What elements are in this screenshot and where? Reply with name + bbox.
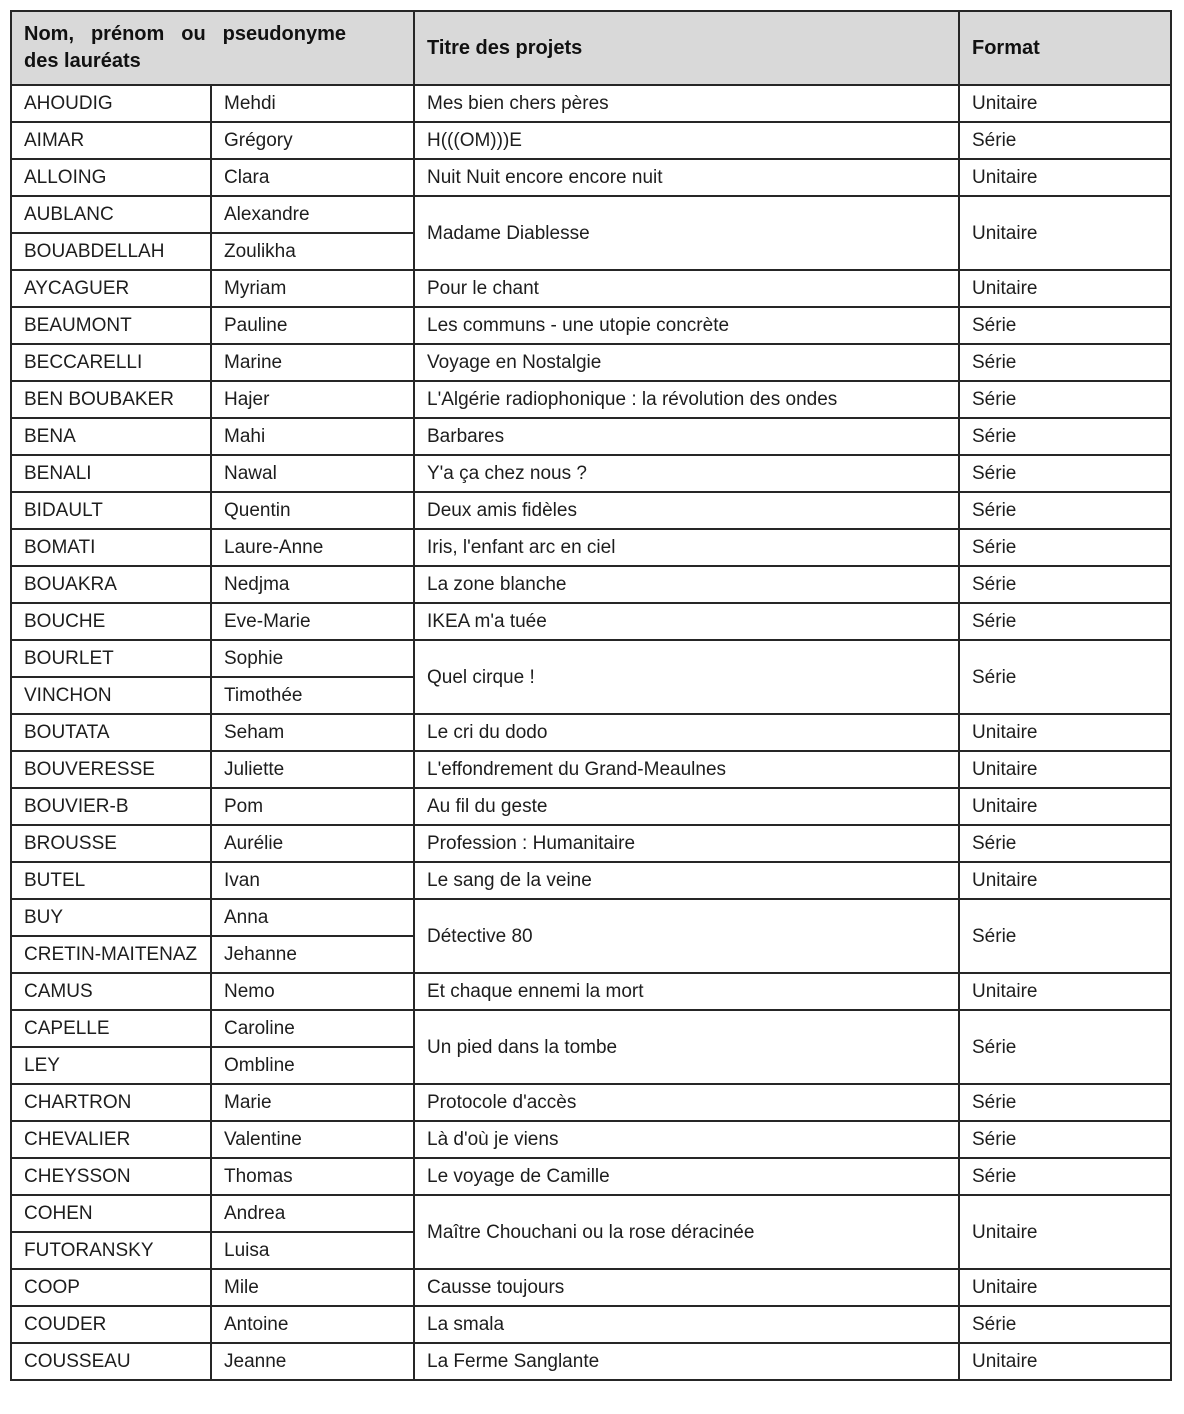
project-title-text: Y'a ça chez nous ? [427,463,587,484]
table-row [11,1158,1171,1195]
laureate-first-name-cell: Jehanne [211,936,414,973]
laureate-first-name-cell: Alexandre [211,196,414,233]
laureate-last-name-cell: AHOUDIG [11,85,211,122]
table-row [11,418,1171,455]
format-cell: Série [959,307,1171,344]
laureate-first-name-cell: Ombline [211,1047,414,1084]
laureate-first-name-cell: Anna [211,899,414,936]
laureate-last-name-cell: CHEVALIER [11,1121,211,1158]
format-cell: Série [959,344,1171,381]
project-title-cell [414,566,959,603]
table-row [11,640,1171,677]
column-header-title [414,11,959,85]
project-title-text: Pour le chant [427,278,539,299]
laureate-first-name-cell: Marie [211,1084,414,1121]
table-header [11,11,1171,85]
table-row [11,492,1171,529]
format-cell: Série [959,566,1171,603]
laureate-first-name-cell: Timothée [211,677,414,714]
project-title-text: L'Algérie radiophonique : la révolution des ondes [427,389,838,410]
format-cell: Unitaire [959,270,1171,307]
project-title-text: Et chaque ennemi la mort [427,981,644,1002]
laureates-table [10,10,1172,1381]
table-row [11,714,1171,751]
table-row [11,1195,1171,1232]
laureate-last-name-cell: BEN BOUBAKER [11,381,211,418]
laureate-last-name-cell: LEY [11,1047,211,1084]
format-cell: Unitaire [959,714,1171,751]
format-cell: Unitaire [959,788,1171,825]
format-cell: Unitaire [959,85,1171,122]
laureate-first-name-cell: Caroline [211,1010,414,1047]
project-title-text: Deux amis fidèles [427,500,577,521]
format-cell: Unitaire [959,1343,1171,1380]
laureate-first-name-cell: Laure-Anne [211,529,414,566]
format-cell: Série [959,1158,1171,1195]
laureate-first-name-cell: Nemo [211,973,414,1010]
laureate-first-name-cell: Nedjma [211,566,414,603]
project-title-text: Le cri du dodo [427,722,548,743]
laureate-last-name-cell: VINCHON [11,677,211,714]
laureate-first-name-cell: Luisa [211,1232,414,1269]
laureate-last-name-cell: BECCARELLI [11,344,211,381]
laureate-last-name-cell: BOMATI [11,529,211,566]
laureate-last-name-cell: BUY [11,899,211,936]
laureate-first-name-cell: Valentine [211,1121,414,1158]
project-title-text: Au fil du geste [427,796,548,817]
project-title-text: Madame Diablesse [427,222,590,244]
laureate-last-name-cell: BUTEL [11,862,211,899]
table-row [11,344,1171,381]
project-title-text: Quel cirque ! [427,666,535,688]
laureate-last-name-cell: BEAUMONT [11,307,211,344]
project-title-cell [414,381,959,418]
project-title-text: La Ferme Sanglante [427,1351,600,1372]
project-title-cell [414,825,959,862]
laureate-last-name-cell: BROUSSE [11,825,211,862]
project-title-cell [414,640,959,714]
laureate-last-name-cell: AIMAR [11,122,211,159]
laureate-first-name-cell: Pauline [211,307,414,344]
laureate-first-name-cell: Nawal [211,455,414,492]
project-title-text: Le voyage de Camille [427,1166,610,1187]
table-row [11,381,1171,418]
project-title-cell [414,1084,959,1121]
project-title-text: Un pied dans la tombe [427,1036,618,1058]
project-title-cell [414,307,959,344]
table-row [11,751,1171,788]
table-row [11,122,1171,159]
laureate-last-name-cell: FUTORANSKY [11,1232,211,1269]
laureate-last-name-cell: COOP [11,1269,211,1306]
laureate-last-name-cell: COHEN [11,1195,211,1232]
project-title-cell [414,899,959,973]
column-header-format [959,11,1171,85]
laureate-first-name-cell: Andrea [211,1195,414,1232]
laureate-last-name-cell: CRETIN-MAITENAZ [11,936,211,973]
project-title-cell [414,973,959,1010]
project-title-cell [414,85,959,122]
laureate-first-name-cell: Sophie [211,640,414,677]
laureate-last-name-cell: BENALI [11,455,211,492]
table-row [11,1343,1171,1380]
header-row [11,11,1171,85]
project-title-text: Profession : Humanitaire [427,833,636,854]
laureate-first-name-cell: Grégory [211,122,414,159]
project-title-cell [414,862,959,899]
table-row [11,1010,1171,1047]
laureate-first-name-cell: Eve-Marie [211,603,414,640]
laureate-last-name-cell: BIDAULT [11,492,211,529]
project-title-text: Les communs - une utopie concrète [427,315,730,336]
table-row [11,899,1171,936]
project-title-text: La smala [427,1314,505,1335]
laureate-last-name-cell: BOUCHE [11,603,211,640]
table-row [11,307,1171,344]
laureate-last-name-cell: COUDER [11,1306,211,1343]
laureate-last-name-cell: CAPELLE [11,1010,211,1047]
project-title-cell [414,1343,959,1380]
format-cell: Série [959,603,1171,640]
laureate-first-name-cell: Quentin [211,492,414,529]
laureate-first-name-cell: Mile [211,1269,414,1306]
laureate-last-name-cell: BENA [11,418,211,455]
project-title-cell [414,788,959,825]
format-cell: Unitaire [959,973,1171,1010]
table-row [11,1269,1171,1306]
project-title-cell [414,1306,959,1343]
project-title-cell [414,714,959,751]
project-title-cell [414,1269,959,1306]
table-row [11,788,1171,825]
project-title-text: La zone blanche [427,574,567,595]
project-title-text: Iris, l'enfant arc en ciel [427,537,616,558]
format-cell: Série [959,381,1171,418]
project-title-cell [414,529,959,566]
laureate-last-name-cell: COUSSEAU [11,1343,211,1380]
format-cell: Unitaire [959,862,1171,899]
laureate-first-name-cell: Hajer [211,381,414,418]
project-title-cell [414,344,959,381]
laureate-last-name-cell: ALLOING [11,159,211,196]
format-cell: Série [959,1306,1171,1343]
table-row [11,973,1171,1010]
table-row [11,1121,1171,1158]
column-header-laureates [11,11,414,85]
table-row [11,566,1171,603]
laureate-last-name-cell: BOURLET [11,640,211,677]
format-cell: Unitaire [959,196,1171,270]
format-cell: Série [959,122,1171,159]
laureate-first-name-cell: Seham [211,714,414,751]
table-row [11,196,1171,233]
laureate-last-name-cell: BOUAKRA [11,566,211,603]
laureate-last-name-cell: BOUVIER-B [11,788,211,825]
project-title-cell [414,418,959,455]
project-title-cell [414,1195,959,1269]
project-title-cell [414,122,959,159]
project-title-cell [414,603,959,640]
project-title-text: Causse toujours [427,1277,565,1298]
project-title-cell [414,270,959,307]
laureate-first-name-cell: Marine [211,344,414,381]
table-row [11,1306,1171,1343]
format-cell: Unitaire [959,159,1171,196]
laureate-first-name-cell: Ivan [211,862,414,899]
project-title-text: Là d'où je viens [427,1129,559,1150]
format-cell: Unitaire [959,1195,1171,1269]
project-title-cell [414,492,959,529]
project-title-cell [414,455,959,492]
format-cell: Série [959,455,1171,492]
project-title-text: IKEA m'a tuée [427,611,547,632]
laureate-first-name-cell: Clara [211,159,414,196]
project-title-text: Mes bien chers pères [427,93,609,114]
laureate-last-name-cell: CHEYSSON [11,1158,211,1195]
laureate-first-name-cell: Mahi [211,418,414,455]
project-title-text: Barbares [427,426,505,447]
project-title-cell [414,196,959,270]
laureate-last-name-cell: AYCAGUER [11,270,211,307]
laureate-last-name-cell: BOUVERESSE [11,751,211,788]
laureate-last-name-cell: BOUTATA [11,714,211,751]
laureate-first-name-cell: Mehdi [211,85,414,122]
table-row [11,1084,1171,1121]
format-cell: Série [959,1084,1171,1121]
format-cell: Série [959,418,1171,455]
project-title-text: Le sang de la veine [427,870,592,891]
table-row [11,159,1171,196]
table-row [11,825,1171,862]
table-row [11,85,1171,122]
column-header-format-label: Format [972,36,1040,59]
project-title-text: Détective 80 [427,925,533,947]
table-row [11,270,1171,307]
format-cell: Unitaire [959,1269,1171,1306]
laureate-last-name-cell: CHARTRON [11,1084,211,1121]
project-title-text: H(((OM)))E [427,130,522,151]
project-title-cell [414,751,959,788]
laureate-last-name-cell: CAMUS [11,973,211,1010]
laureate-first-name-cell: Juliette [211,751,414,788]
laureate-last-name-cell: BOUABDELLAH [11,233,211,270]
format-cell: Série [959,492,1171,529]
format-cell: Série [959,825,1171,862]
project-title-text: Protocole d'accès [427,1092,577,1113]
table-row [11,455,1171,492]
project-title-text: Nuit Nuit encore encore nuit [427,167,663,188]
project-title-cell [414,159,959,196]
column-header-title-label: Titre des projets [427,36,583,59]
table-body [11,85,1171,1380]
project-title-text: Voyage en Nostalgie [427,352,602,373]
laureate-first-name-cell: Thomas [211,1158,414,1195]
format-cell: Série [959,1121,1171,1158]
column-header-laureates-label: Nom, prénom ou pseudonyme des lauréats [24,23,346,72]
laureate-first-name-cell: Jeanne [211,1343,414,1380]
format-cell: Série [959,899,1171,973]
project-title-cell [414,1158,959,1195]
laureate-first-name-cell: Pom [211,788,414,825]
laureate-first-name-cell: Zoulikha [211,233,414,270]
table-row [11,603,1171,640]
format-cell: Série [959,640,1171,714]
laureate-first-name-cell: Antoine [211,1306,414,1343]
laureate-first-name-cell: Myriam [211,270,414,307]
format-cell: Série [959,529,1171,566]
table-row [11,529,1171,566]
project-title-cell [414,1121,959,1158]
format-cell: Série [959,1010,1171,1084]
format-cell: Unitaire [959,751,1171,788]
laureate-first-name-cell: Aurélie [211,825,414,862]
project-title-text: Maître Chouchani ou la rose déracinée [427,1221,755,1243]
table-row [11,862,1171,899]
laureate-last-name-cell: AUBLANC [11,196,211,233]
project-title-cell [414,1010,959,1084]
project-title-text: L'effondrement du Grand-Meaulnes [427,759,727,780]
